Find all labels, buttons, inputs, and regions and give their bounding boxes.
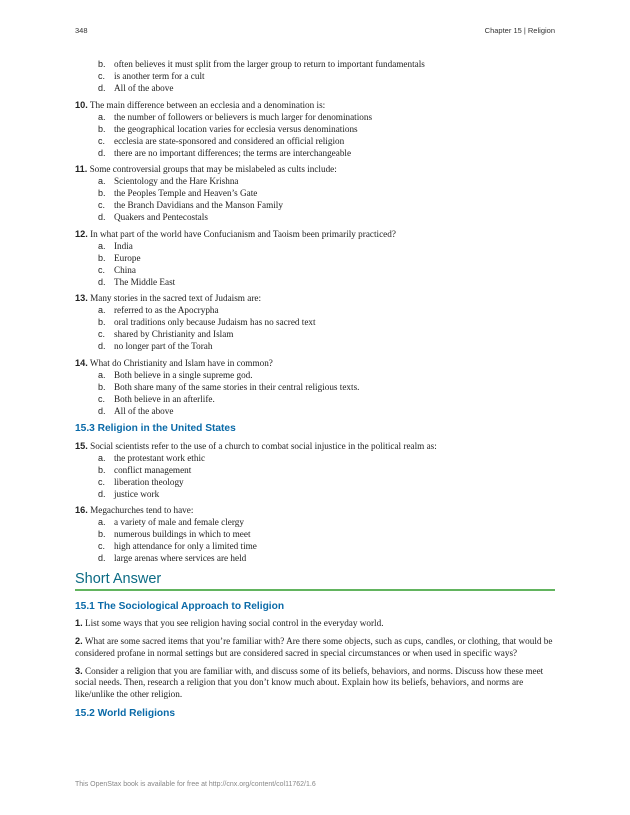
answer-option xyxy=(75,393,555,405)
option-text: the Branch Davidians and the Manson Family xyxy=(114,200,283,211)
question-number: 12. xyxy=(75,228,88,239)
option-letter: b. xyxy=(98,59,106,69)
option-text: the Peoples Temple and Heaven’s Gate xyxy=(114,188,258,199)
option-letter: b. xyxy=(98,464,106,475)
answer-option xyxy=(75,240,555,252)
option-text: All of the above xyxy=(114,83,174,93)
option-text: numerous buildings in which to meet xyxy=(114,529,251,540)
option-text: Scientology and the Hare Krishna xyxy=(114,176,239,187)
question xyxy=(75,504,555,564)
short-answer-item xyxy=(75,618,555,630)
option-letter: c. xyxy=(98,71,106,81)
question-text: Many stories in the sacred text of Judaism are: xyxy=(90,293,262,304)
question-text: Some controversial groups that may be mislabeled as cults include: xyxy=(89,164,337,175)
option-letter: b. xyxy=(98,252,106,263)
question xyxy=(75,440,555,500)
question-number: 14. xyxy=(75,357,88,368)
option-text: large arenas where services are held xyxy=(114,553,247,564)
question-stem xyxy=(75,163,555,175)
answer-option xyxy=(75,405,555,417)
option-text: shared by Christianity and Islam xyxy=(114,329,234,340)
short-answer-number: 1. xyxy=(75,618,83,629)
short-answer-item xyxy=(75,636,555,660)
question-text: In what part of the world have Confucianism and Taoism been primarily practiced? xyxy=(90,228,396,239)
answer-option xyxy=(75,82,555,94)
option-letter: d. xyxy=(98,341,106,352)
option-letter: c. xyxy=(98,393,106,404)
option-letter: b. xyxy=(98,123,106,134)
option-letter: c. xyxy=(98,541,106,552)
page-content xyxy=(75,58,555,725)
answer-option xyxy=(75,369,555,381)
answer-option xyxy=(75,58,555,70)
answer-option xyxy=(75,476,555,488)
option-letter: d. xyxy=(98,83,106,93)
question xyxy=(75,163,555,223)
answer-option xyxy=(75,135,555,147)
option-text: India xyxy=(114,240,133,251)
continued-options xyxy=(75,58,555,94)
option-text: referred to as the Apocrypha xyxy=(114,305,219,316)
option-letter: a. xyxy=(98,111,106,122)
question-stem xyxy=(75,504,555,516)
option-letter: d. xyxy=(98,276,106,287)
short-answer-heading: Short Answer xyxy=(75,571,555,591)
option-text: Europe xyxy=(114,252,141,263)
answer-option xyxy=(75,516,555,528)
option-text: often believes it must split from the larger group to return to important fundamentals xyxy=(114,59,425,69)
option-text: no longer part of the Torah xyxy=(114,341,213,352)
answer-option xyxy=(75,175,555,187)
option-text: All of the above xyxy=(114,405,174,416)
question-text: The main difference between an ecclesia and a denomination is: xyxy=(89,99,326,110)
option-text: China xyxy=(114,264,136,275)
option-letter: c. xyxy=(98,476,106,487)
section-heading-15-1: 15.1 The Sociological Approach to Religion xyxy=(75,601,285,613)
answer-option xyxy=(75,328,555,340)
chapter-header: Chapter 15 | Religion xyxy=(484,26,555,35)
short-answer-number: 3. xyxy=(75,665,83,676)
option-letter: a. xyxy=(98,517,106,528)
option-letter: d. xyxy=(98,147,106,158)
question-number: 11. xyxy=(75,164,88,175)
option-letter: b. xyxy=(98,381,106,392)
answer-option xyxy=(75,70,555,82)
question-number: 13. xyxy=(75,293,88,304)
option-text: conflict management xyxy=(114,464,192,475)
option-text: there are no important differences; the terms are interchangeable xyxy=(114,147,352,158)
answer-option xyxy=(75,316,555,328)
option-text: the number of followers or believers is much larger for denominations xyxy=(114,111,373,122)
option-text: Both believe in a single supreme god. xyxy=(114,369,253,380)
option-letter: d. xyxy=(98,405,106,416)
option-letter: a. xyxy=(98,176,106,187)
answer-option xyxy=(75,123,555,135)
question-number: 15. xyxy=(75,440,88,451)
option-text: the protestant work ethic xyxy=(114,452,206,463)
option-letter: d. xyxy=(98,488,106,499)
option-text: the geographical location varies for ecclesia versus denominations xyxy=(114,123,358,134)
option-letter: b. xyxy=(98,188,106,199)
option-letter: c. xyxy=(98,200,106,211)
short-answer-number: 2. xyxy=(75,635,83,646)
option-letter: b. xyxy=(98,529,106,540)
answer-option xyxy=(75,252,555,264)
answer-option xyxy=(75,340,555,352)
option-letter: d. xyxy=(98,553,106,564)
option-letter: c. xyxy=(98,329,106,340)
option-letter: d. xyxy=(98,212,106,223)
section-heading-15-3: 15.3 Religion in the United States xyxy=(75,422,236,434)
question-text: Social scientists refer to the use of a church to combat social injustice in the political realm as: xyxy=(90,440,437,451)
option-letter: a. xyxy=(98,240,106,251)
question-stem xyxy=(75,440,555,452)
option-text: a variety of male and female clergy xyxy=(114,517,244,528)
answer-option xyxy=(75,528,555,540)
option-text: ecclesia are state-sponsored and considered an official religion xyxy=(114,135,345,146)
option-letter: a. xyxy=(98,305,106,316)
answer-option xyxy=(75,488,555,500)
short-answer-text: List some ways that you see religion having social control in the everyday world. xyxy=(84,618,384,629)
question xyxy=(75,357,555,417)
option-letter: b. xyxy=(98,317,106,328)
question-number: 10. xyxy=(75,99,88,110)
option-letter: c. xyxy=(98,264,106,275)
answer-option xyxy=(75,147,555,159)
answer-option xyxy=(75,199,555,211)
option-text: liberation theology xyxy=(114,476,184,487)
answer-option xyxy=(75,264,555,276)
option-text: is another term for a cult xyxy=(114,71,205,81)
option-text: Quakers and Pentecostals xyxy=(114,212,208,223)
question-text: What do Christianity and Islam have in common? xyxy=(89,357,273,368)
short-answer-item xyxy=(75,666,555,701)
questions-group-a xyxy=(75,99,555,417)
answer-option xyxy=(75,464,555,476)
answer-option xyxy=(75,452,555,464)
short-answer-text: Consider a religion that you are familiar with, and discuss some of its beliefs, behaviors, and norms. Discuss how these meet social needs. Then, research a religion that you don’t know much about. Explain how its beliefs, behaviors, and norms are like/unlike the other religion. xyxy=(75,665,544,700)
short-answer-text: What are some sacred items that you’re familiar with? Are there some objects, such as cups, candles, or clothing, that would be considered profane in normal settings but are considered sacred in special circumstances or when used in specific ways? xyxy=(75,635,553,658)
answer-option xyxy=(75,187,555,199)
answer-option xyxy=(75,540,555,552)
option-text: justice work xyxy=(114,488,160,499)
questions-group-b xyxy=(75,440,555,565)
option-text: Both believe in an afterlife. xyxy=(114,393,215,404)
question-stem xyxy=(75,292,555,304)
option-letter: a. xyxy=(98,369,106,380)
short-answer-list xyxy=(75,618,555,701)
question-text: Megachurches tend to have: xyxy=(90,505,194,516)
footer-note: This OpenStax book is available for free at http://cnx.org/content/col11762/1.6 xyxy=(75,781,316,788)
question-stem xyxy=(75,357,555,369)
option-text: Both share many of the same stories in their central religious texts. xyxy=(114,381,360,392)
option-text: The Middle East xyxy=(114,276,176,287)
question xyxy=(75,228,555,288)
answer-option xyxy=(75,552,555,564)
answer-option xyxy=(75,381,555,393)
section-heading-15-2: 15.2 World Religions xyxy=(75,707,176,719)
option-text: high attendance for only a limited time xyxy=(114,541,257,552)
answer-option xyxy=(75,211,555,223)
question-stem xyxy=(75,228,555,240)
question xyxy=(75,99,555,159)
question-number: 16. xyxy=(75,505,88,516)
page-number: 348 xyxy=(75,26,88,35)
option-letter: a. xyxy=(98,452,106,463)
question-stem xyxy=(75,99,555,111)
option-letter: c. xyxy=(98,135,106,146)
question xyxy=(75,292,555,352)
answer-option xyxy=(75,276,555,288)
option-text: oral traditions only because Judaism has no sacred text xyxy=(114,317,316,328)
answer-option xyxy=(75,111,555,123)
answer-option xyxy=(75,304,555,316)
